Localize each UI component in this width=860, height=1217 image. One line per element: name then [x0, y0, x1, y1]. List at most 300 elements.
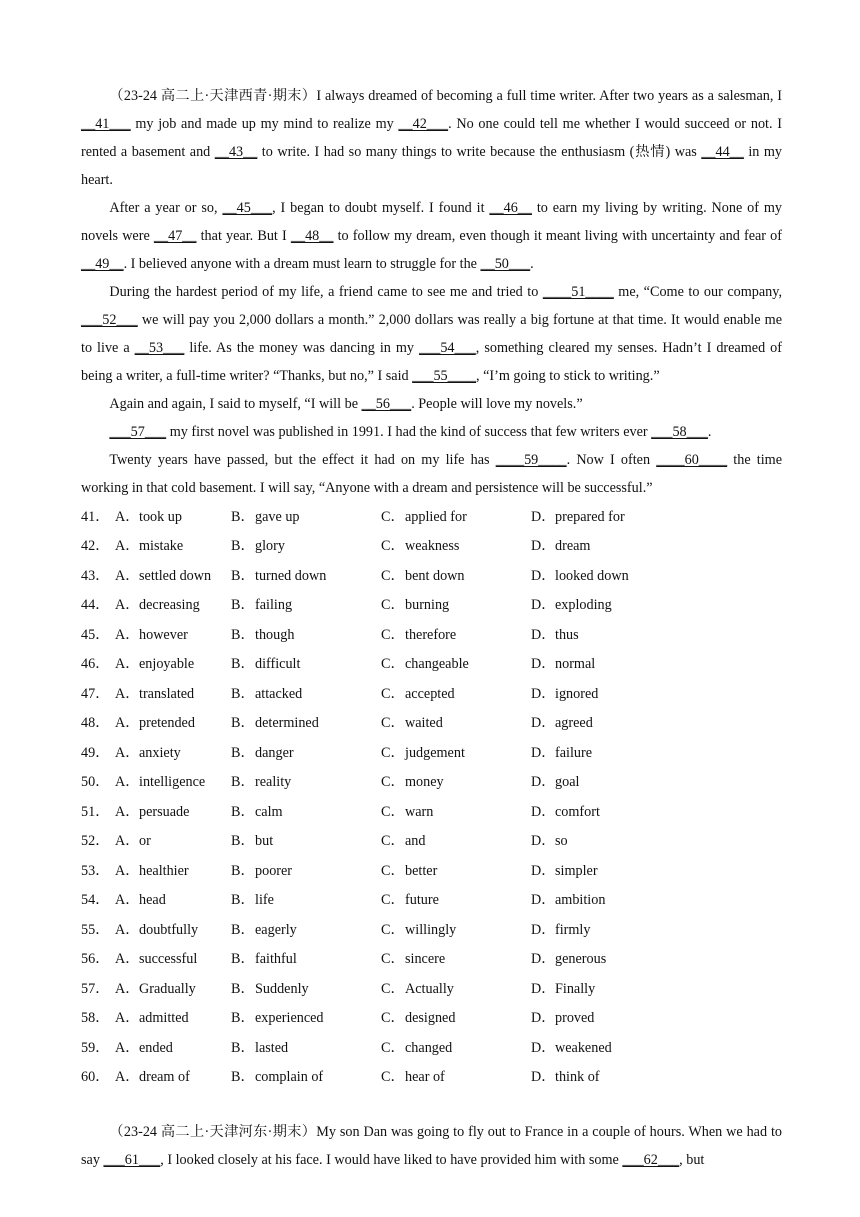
option-letter: B．: [231, 862, 255, 879]
option-letter: A．: [115, 1010, 140, 1027]
option-text: Actually: [405, 980, 454, 997]
option-letter: B．: [231, 803, 255, 820]
option-b: [231, 569, 381, 583]
option-letter: A．: [115, 803, 140, 820]
option-text: took up: [139, 508, 182, 525]
option-letter: B．: [231, 567, 255, 584]
option-text: ambition: [555, 892, 606, 909]
option-letter: A．: [115, 1069, 140, 1086]
option-text: danger: [255, 744, 294, 761]
answer-blank: __53___: [134, 340, 185, 356]
answer-blank: __44__: [701, 144, 744, 160]
option-text: changed: [405, 1039, 453, 1056]
option-c: [381, 539, 531, 553]
question-number: 43．: [81, 567, 110, 584]
option-text: settled down: [139, 567, 212, 584]
option-letter: C．: [381, 626, 405, 643]
option-text: applied for: [405, 508, 467, 525]
question-row: [81, 945, 782, 975]
option-d: [531, 510, 691, 524]
option-text: attacked: [255, 685, 303, 702]
option-a: [115, 716, 231, 730]
option-a: [115, 657, 231, 671]
question-row: [81, 561, 782, 591]
option-d: [531, 1041, 691, 1055]
question-number: 49．: [81, 744, 110, 761]
option-text: failure: [555, 744, 593, 761]
option-b: [231, 893, 381, 907]
option-b: [231, 746, 381, 760]
option-a: [115, 982, 231, 996]
option-text: though: [255, 626, 295, 643]
option-text: warn: [405, 803, 434, 820]
option-letter: A．: [115, 567, 140, 584]
question-number: 55．: [81, 921, 110, 938]
passage-text: （23-24 高二上·天津河东·期末）My son Dan was going to fly out to France in a couple of hours. When we had to say: [81, 1124, 782, 1168]
passage-text: we will pay you 2,000 dollars a month.” 2,000 dollars was really a big fortune at that time. It would enable me to live a: [81, 312, 782, 356]
option-b: [231, 952, 381, 966]
option-letter: A．: [115, 774, 140, 791]
option-b: [231, 805, 381, 819]
passage-text: . People will love my novels.”: [411, 396, 583, 412]
option-b: [231, 834, 381, 848]
option-text: difficult: [255, 656, 301, 673]
option-d: [531, 982, 691, 996]
passage1-paragraph-6: [81, 446, 782, 502]
option-letter: C．: [381, 597, 405, 614]
option-letter: C．: [381, 862, 405, 879]
question-number: 47．: [81, 685, 110, 702]
question-number: 42．: [81, 538, 110, 555]
option-text: head: [139, 892, 166, 909]
option-text: anxiety: [139, 744, 181, 761]
option-letter: A．: [115, 626, 140, 643]
question-number: 52．: [81, 833, 110, 850]
question-row: [81, 650, 782, 680]
option-letter: B．: [231, 685, 255, 702]
passage1-paragraph-2: [81, 194, 782, 278]
option-d: [531, 687, 691, 701]
option-text: looked down: [555, 567, 629, 584]
option-a: [115, 952, 231, 966]
option-letter: D．: [531, 626, 556, 643]
option-text: normal: [555, 656, 596, 673]
option-d: [531, 893, 691, 907]
option-text: proved: [555, 1010, 595, 1027]
option-text: Finally: [555, 980, 596, 997]
answer-blank: ____51____: [542, 284, 614, 300]
option-text: sincere: [405, 951, 446, 968]
option-letter: A．: [115, 715, 140, 732]
option-text: weakness: [405, 538, 460, 555]
option-a: [115, 805, 231, 819]
option-text: reality: [255, 774, 292, 791]
passage-text: me, “Come to our company,: [613, 284, 782, 300]
option-text: Suddenly: [255, 980, 309, 997]
option-a: [115, 864, 231, 878]
option-letter: C．: [381, 508, 405, 525]
passage-text: the time working in that cold basement. I will say, “Anyone with a dream and persistence will be successful.”: [81, 452, 782, 496]
question-row: [81, 974, 782, 1004]
option-text: life: [255, 892, 274, 909]
question-row: [81, 1004, 782, 1034]
option-text: enjoyable: [139, 656, 195, 673]
option-text: thus: [555, 626, 579, 643]
option-text: willingly: [405, 921, 457, 938]
option-text: admitted: [139, 1010, 189, 1027]
option-b: [231, 775, 381, 789]
option-letter: C．: [381, 833, 405, 850]
option-text: eagerly: [255, 921, 297, 938]
option-letter: D．: [531, 1069, 556, 1086]
option-letter: A．: [115, 1039, 140, 1056]
passage-text: During the hardest period of my life, a friend came to see me and tried to: [109, 284, 543, 300]
option-d: [531, 834, 691, 848]
answer-blank: __56___: [361, 396, 412, 412]
option-text: pretended: [139, 715, 195, 732]
option-text: decreasing: [139, 597, 200, 614]
answer-blank: __47__: [153, 228, 197, 244]
option-text: glory: [255, 538, 285, 555]
option-text: faithful: [255, 951, 297, 968]
answer-blank: ____60____: [656, 452, 728, 468]
passage-text: After a year or so,: [109, 200, 223, 216]
option-text: better: [405, 862, 438, 879]
option-text: calm: [255, 803, 283, 820]
option-letter: A．: [115, 685, 140, 702]
option-b: [231, 539, 381, 553]
option-a: [115, 923, 231, 937]
option-d: [531, 1011, 691, 1025]
option-text: mistake: [139, 538, 184, 555]
option-a: [115, 893, 231, 907]
option-d: [531, 746, 691, 760]
option-text: poorer: [255, 862, 293, 879]
option-letter: B．: [231, 921, 255, 938]
option-d: [531, 569, 691, 583]
passage-text: , I looked closely at his face. I would have liked to have provided him with some: [160, 1152, 623, 1168]
option-letter: A．: [115, 597, 140, 614]
option-b: [231, 510, 381, 524]
question-row: [81, 768, 782, 798]
answer-blank: ___54___: [419, 340, 476, 356]
option-c: [381, 569, 531, 583]
option-a: [115, 539, 231, 553]
option-d: [531, 657, 691, 671]
option-c: [381, 510, 531, 524]
option-text: turned down: [255, 567, 327, 584]
option-letter: C．: [381, 1069, 405, 1086]
option-letter: C．: [381, 1010, 405, 1027]
passage1-paragraph-5: [81, 418, 782, 446]
question-row: [81, 502, 782, 532]
option-d: [531, 1070, 691, 1084]
option-text: money: [405, 774, 444, 791]
option-letter: D．: [531, 567, 556, 584]
option-letter: C．: [381, 774, 405, 791]
option-letter: D．: [531, 1010, 556, 1027]
option-text: agreed: [555, 715, 593, 732]
option-letter: B．: [231, 538, 255, 555]
option-letter: A．: [115, 744, 140, 761]
answer-blank: __41___: [81, 116, 131, 132]
question-row: [81, 709, 782, 739]
option-c: [381, 834, 531, 848]
option-letter: C．: [381, 1039, 405, 1056]
option-text: translated: [139, 685, 195, 702]
passage-text: in my heart.: [81, 144, 782, 188]
option-letter: A．: [115, 656, 140, 673]
question-number: 50．: [81, 774, 110, 791]
option-text: exploding: [555, 597, 612, 614]
option-b: [231, 1011, 381, 1025]
option-b: [231, 628, 381, 642]
option-letter: B．: [231, 1069, 255, 1086]
passage-text: , something cleared my senses. Hadn’t I dreamed of being a writer, a full-time writer? “Thanks, but no,” I said: [81, 340, 782, 384]
answer-blank: ___62___: [622, 1152, 680, 1168]
option-text: however: [139, 626, 188, 643]
option-a: [115, 746, 231, 760]
option-b: [231, 598, 381, 612]
option-d: [531, 598, 691, 612]
option-text: dream: [555, 538, 591, 555]
option-d: [531, 952, 691, 966]
option-d: [531, 628, 691, 642]
passage-text: , I began to doubt myself. I found it: [272, 200, 490, 216]
option-letter: D．: [531, 892, 556, 909]
option-text: complain of: [255, 1069, 324, 1086]
option-letter: D．: [531, 921, 556, 938]
option-c: [381, 628, 531, 642]
question-list: [81, 502, 782, 1092]
option-letter: B．: [231, 744, 255, 761]
question-number: 54．: [81, 892, 110, 909]
option-text: therefore: [405, 626, 457, 643]
option-text: so: [555, 833, 568, 850]
option-letter: C．: [381, 803, 405, 820]
passage-text: to write. I had so many things to write because the enthusiasm (热情) was: [257, 144, 702, 160]
option-a: [115, 569, 231, 583]
option-text: waited: [405, 715, 443, 732]
option-letter: D．: [531, 833, 556, 850]
option-letter: A．: [115, 862, 140, 879]
option-text: judgement: [405, 744, 465, 761]
option-d: [531, 923, 691, 937]
answer-blank: __50___: [480, 256, 531, 272]
option-letter: D．: [531, 538, 556, 555]
question-number: 53．: [81, 862, 110, 879]
option-letter: B．: [231, 1010, 255, 1027]
answer-blank: ___58___: [651, 424, 708, 440]
option-letter: A．: [115, 951, 140, 968]
option-letter: D．: [531, 685, 556, 702]
option-c: [381, 1041, 531, 1055]
option-letter: D．: [531, 980, 556, 997]
passage-text: , “I’m going to stick to writing.”: [476, 368, 660, 384]
option-letter: D．: [531, 597, 556, 614]
question-row: [81, 1063, 782, 1093]
question-number: 59．: [81, 1039, 110, 1056]
option-letter: B．: [231, 833, 255, 850]
option-text: accepted: [405, 685, 455, 702]
passage-text: .: [707, 424, 712, 440]
option-text: comfort: [555, 803, 600, 820]
passage-2: [81, 1118, 782, 1174]
option-c: [381, 598, 531, 612]
option-letter: D．: [531, 656, 556, 673]
passage-text: , but: [679, 1152, 705, 1168]
answer-blank: __42___: [398, 116, 449, 132]
question-number: 45．: [81, 626, 110, 643]
option-a: [115, 628, 231, 642]
option-text: intelligence: [139, 774, 206, 791]
option-letter: D．: [531, 744, 556, 761]
passage1-paragraph-1: [81, 82, 782, 194]
option-c: [381, 716, 531, 730]
option-a: [115, 834, 231, 848]
passage-text: .: [530, 256, 534, 272]
option-a: [115, 775, 231, 789]
option-d: [531, 805, 691, 819]
option-text: experienced: [255, 1010, 324, 1027]
passage-text: Twenty years have passed, but the effect it had on my life has: [109, 452, 496, 468]
passage-text: . No one could tell me whether I would succeed or not. I rented a basement and: [81, 116, 782, 160]
option-b: [231, 1070, 381, 1084]
option-text: prepared for: [555, 508, 625, 525]
option-c: [381, 775, 531, 789]
option-b: [231, 864, 381, 878]
passage-text: to earn my living by writing. None of my novels were: [81, 200, 782, 244]
option-c: [381, 805, 531, 819]
option-letter: B．: [231, 508, 255, 525]
option-a: [115, 687, 231, 701]
option-letter: B．: [231, 951, 255, 968]
question-row: [81, 886, 782, 916]
passage-1: [81, 82, 782, 502]
answer-blank: __43__: [214, 144, 258, 160]
option-text: ignored: [555, 685, 599, 702]
option-a: [115, 1011, 231, 1025]
option-d: [531, 539, 691, 553]
question-number: 51．: [81, 803, 110, 820]
option-text: lasted: [255, 1039, 289, 1056]
passage-text: . I believed anyone with a dream must learn to struggle for the: [123, 256, 481, 272]
question-number: 56．: [81, 951, 110, 968]
answer-blank: ___61___: [103, 1152, 161, 1168]
option-text: but: [255, 833, 274, 850]
option-text: bent down: [405, 567, 465, 584]
question-number: 60．: [81, 1069, 110, 1086]
option-text: simpler: [555, 862, 598, 879]
question-row: [81, 532, 782, 562]
document-page: [81, 82, 782, 1174]
option-letter: B．: [231, 715, 255, 732]
option-a: [115, 510, 231, 524]
question-row: [81, 591, 782, 621]
option-c: [381, 687, 531, 701]
option-text: future: [405, 892, 439, 909]
option-text: designed: [405, 1010, 456, 1027]
question-row: [81, 915, 782, 945]
option-letter: C．: [381, 921, 405, 938]
option-text: persuade: [139, 803, 190, 820]
option-letter: C．: [381, 892, 405, 909]
option-text: firmly: [555, 921, 591, 938]
option-text: or: [139, 833, 151, 850]
question-row: [81, 679, 782, 709]
option-letter: A．: [115, 921, 140, 938]
answer-blank: ___52___: [81, 312, 138, 328]
option-letter: A．: [115, 833, 140, 850]
option-letter: A．: [115, 508, 140, 525]
question-number: 41．: [81, 508, 110, 525]
option-text: think of: [555, 1069, 600, 1086]
answer-blank: ___55____: [412, 368, 476, 384]
option-c: [381, 1011, 531, 1025]
question-row: [81, 797, 782, 827]
option-text: successful: [139, 951, 198, 968]
question-number: 57．: [81, 980, 110, 997]
question-row: [81, 1033, 782, 1063]
option-b: [231, 657, 381, 671]
option-a: [115, 598, 231, 612]
passage-text: my first novel was published in 1991. I had the kind of success that few writers ever: [166, 424, 652, 440]
option-letter: C．: [381, 744, 405, 761]
option-d: [531, 864, 691, 878]
option-b: [231, 1041, 381, 1055]
option-text: burning: [405, 597, 450, 614]
option-letter: B．: [231, 1039, 255, 1056]
option-c: [381, 864, 531, 878]
option-letter: A．: [115, 892, 140, 909]
option-letter: C．: [381, 951, 405, 968]
passage-text: life. As the money was dancing in my: [184, 340, 420, 356]
passage-text: that year. But I: [196, 228, 291, 244]
option-letter: B．: [231, 892, 255, 909]
option-a: [115, 1041, 231, 1055]
option-c: [381, 952, 531, 966]
option-c: [381, 893, 531, 907]
passage1-paragraph-4: [81, 390, 782, 418]
question-number: 58．: [81, 1010, 110, 1027]
option-letter: C．: [381, 715, 405, 732]
question-row: [81, 856, 782, 886]
question-number: 44．: [81, 597, 110, 614]
option-letter: C．: [381, 567, 405, 584]
option-letter: B．: [231, 774, 255, 791]
question-row: [81, 620, 782, 650]
option-letter: B．: [231, 626, 255, 643]
option-letter: D．: [531, 862, 556, 879]
option-letter: D．: [531, 715, 556, 732]
option-letter: D．: [531, 803, 556, 820]
passage-text: Again and again, I said to myself, “I will be: [109, 396, 362, 412]
option-text: healthier: [139, 862, 189, 879]
option-letter: D．: [531, 1039, 556, 1056]
answer-blank: __49__: [81, 256, 124, 272]
option-letter: B．: [231, 980, 255, 997]
answer-blank: __48__: [290, 228, 334, 244]
option-b: [231, 982, 381, 996]
answer-blank: __45___: [222, 200, 273, 216]
option-text: goal: [555, 774, 580, 791]
question-row: [81, 738, 782, 768]
option-text: Gradually: [139, 980, 196, 997]
question-number: 46．: [81, 656, 110, 673]
option-text: weakened: [555, 1039, 612, 1056]
option-d: [531, 716, 691, 730]
option-letter: D．: [531, 508, 556, 525]
